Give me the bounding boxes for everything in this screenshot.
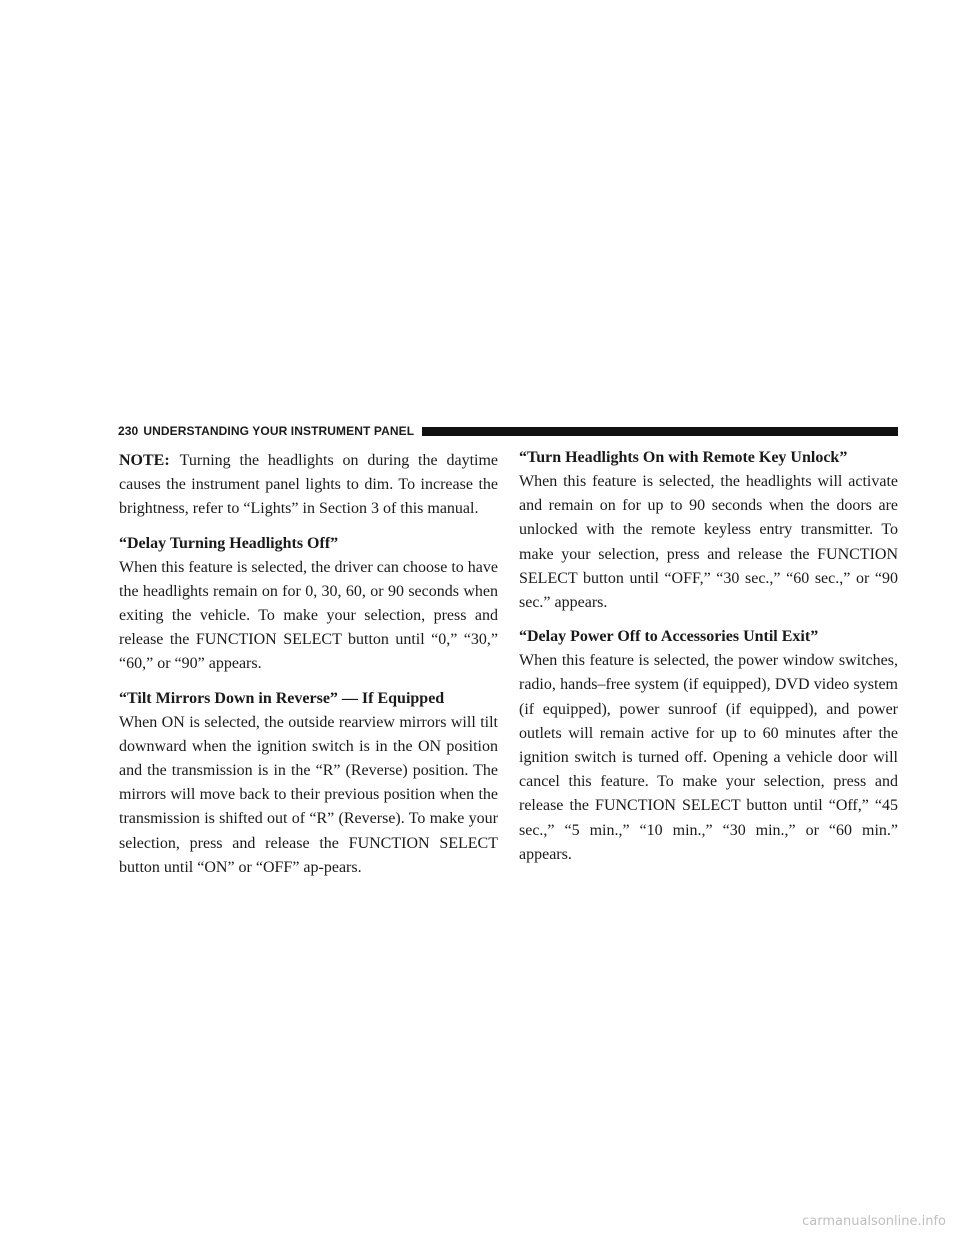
heading-turn-headlights-on: “Turn Headlights On with Remote Key Unlock” bbox=[519, 449, 848, 466]
note-paragraph bbox=[119, 449, 498, 522]
paragraph-turn-headlights-on: When this feature is selected, the headlights will activate and remain on for up to 90 seconds when the doors are unlocked with the remote keyless entry transmitter. To make your selection, press and release the FUNCTION SELECT button until “OFF,” “30 sec.,” “60 sec.,” or “90 sec.” appears. bbox=[519, 473, 898, 612]
page-header bbox=[118, 423, 898, 439]
note-label: NOTE: bbox=[119, 452, 170, 469]
watermark-text: carmanualsonline.info bbox=[802, 1214, 946, 1229]
note-text: Turning the headlights on during the daytime causes the instrument panel lights to dim. To increase the brightness, refer to “Lights” in Section 3 of this manual. bbox=[119, 452, 498, 518]
heading-tilt-mirrors-down: “Tilt Mirrors Down in Reverse” — If Equipped bbox=[119, 689, 445, 707]
header-rule bbox=[422, 427, 898, 436]
right-column bbox=[519, 446, 898, 867]
paragraph-delay-power-off: When this feature is selected, the power window switches, radio, hands–free system (if equipped), DVD video system (if equipped), power sunroof (if equipped), and power outlets will remain active for up to 60 minutes after the ignition switch is turned off. Opening a vehicle door will cancel this feature. To make your selection, press and release the FUNCTION SELECT button until “Off,” “45 sec.,” “5 min.,” “10 min.,” “30 min.,” or “60 min.” appears. bbox=[519, 652, 898, 863]
heading-delay-turning-headlights-off: “Delay Turning Headlights Off” bbox=[119, 534, 339, 552]
left-column bbox=[119, 449, 498, 880]
heading-delay-power-off: “Delay Power Off to Accessories Until Exit” bbox=[519, 628, 819, 646]
chapter-title: UNDERSTANDING YOUR INSTRUMENT PANEL bbox=[143, 424, 415, 438]
page-number: 230 bbox=[118, 424, 139, 438]
paragraph-tilt-mirrors-down: When ON is selected, the outside rearview mirrors will tilt downward when the ignition switch is in the ON position and the transmission is in the “R” (Reverse) position. The mirrors will move back to their previous position when the transmission is shifted out of “R” (Reverse). To make your selection, press and release the FUNCTION SELECT button until “ON” or “OFF” ap-pears. bbox=[119, 713, 498, 876]
paragraph-delay-turning-headlights-off: When this feature is selected, the driver can choose to have the headlights remain on for 0, 30, 60, or 90 seconds when exiting the vehicle. To make your selection, press and release the FUNCTION SELECT button until “0,” “30,” “60,” or “90” appears. bbox=[119, 558, 498, 673]
